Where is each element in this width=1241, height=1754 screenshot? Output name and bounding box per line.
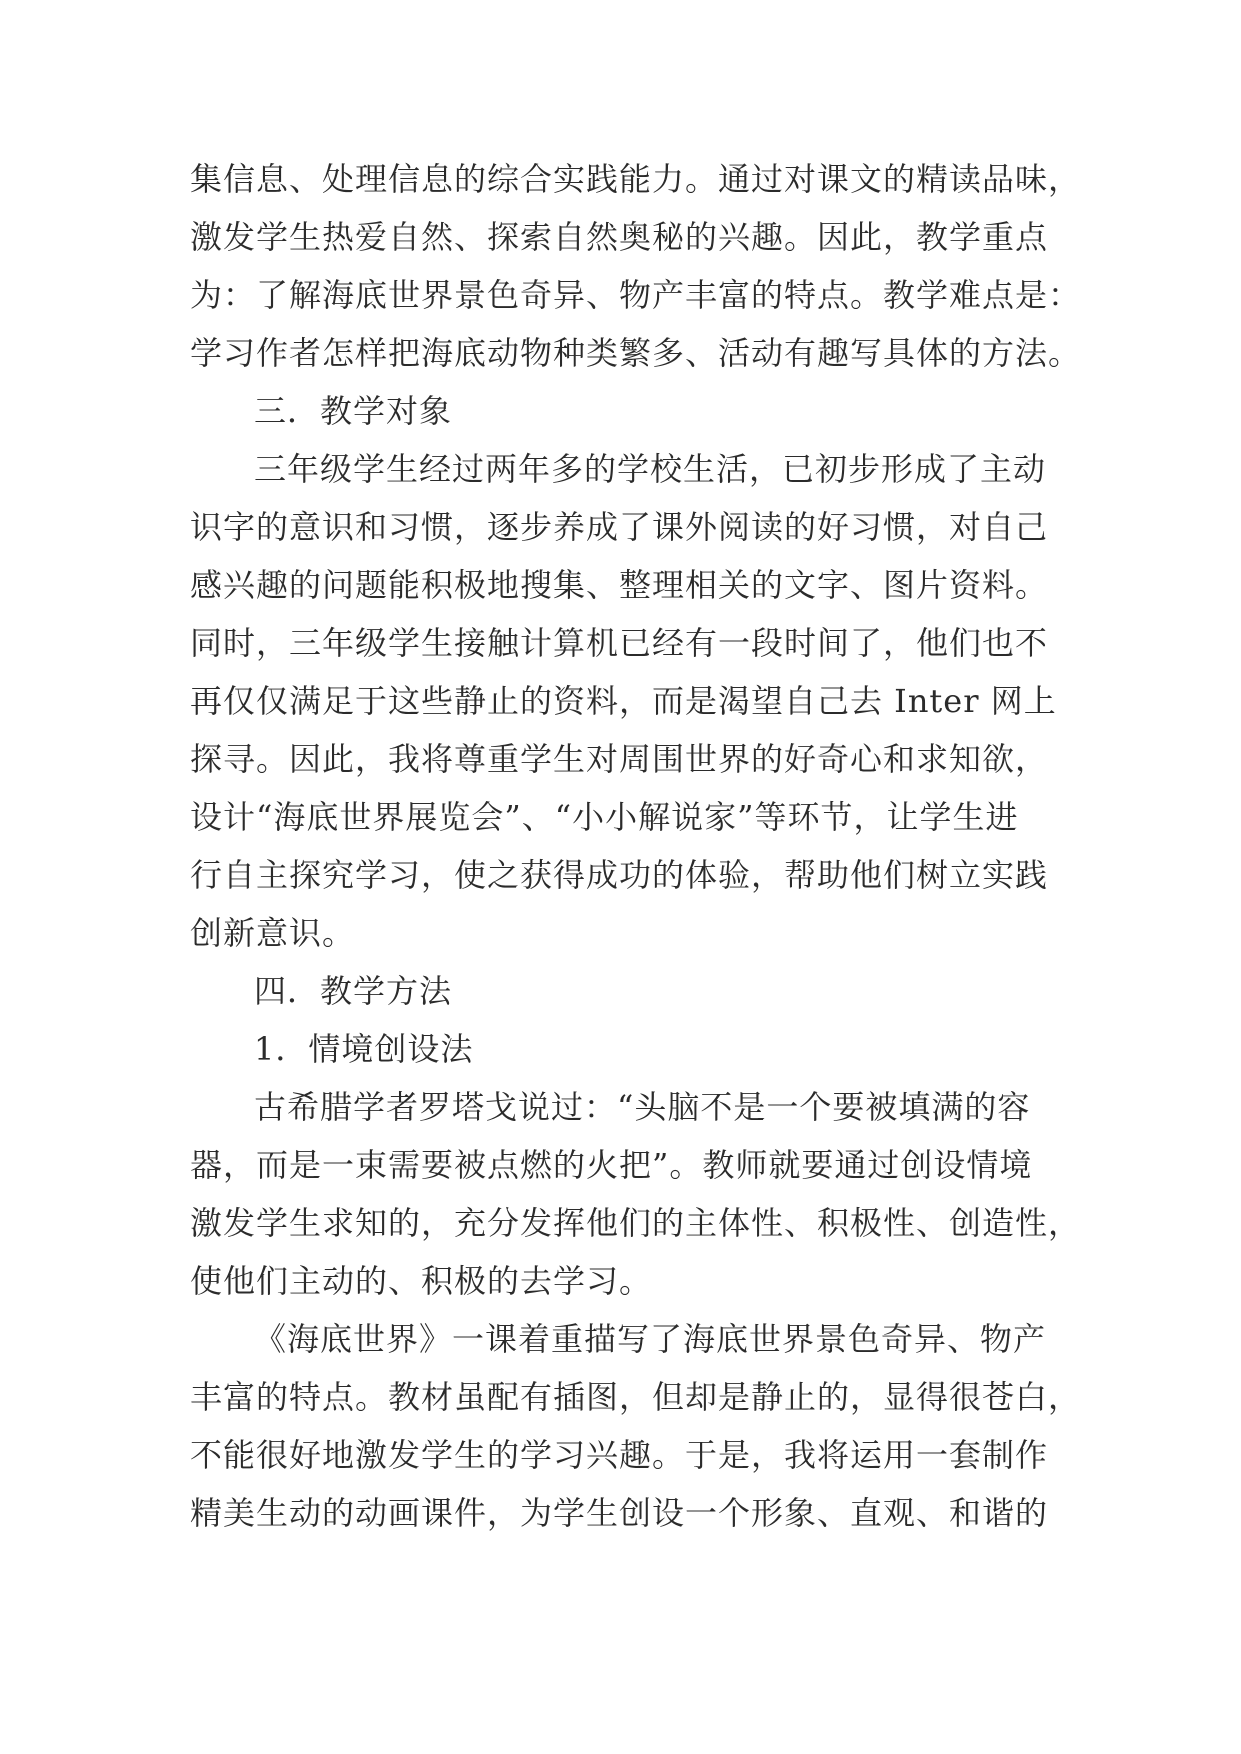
body-line: 感兴趣的问题能积极地搜集、整理相关的文字、图片资料。 [190,566,1049,604]
body-line: 设计“海底世界展览会”、“小小解说家”等环节，让学生进 [190,798,1019,836]
body-line: 为：了解海底世界景色奇异、物产丰富的特点。教学难点是： [190,276,1082,314]
body-line: 丰富的特点。教材虽配有插图，但却是静止的，显得很苍白， [190,1378,1082,1416]
section-heading: 四．教学方法 [254,972,453,1010]
body-line: 学习作者怎样把海底动物种类繁多、活动有趣写具体的方法。 [190,334,1082,372]
body-line: 行自主探究学习，使之获得成功的体验，帮助他们树立实践 [190,856,1049,894]
subsection-heading: 1．情境创设法 [254,1030,474,1068]
section-heading: 三．教学对象 [254,392,453,430]
paragraph-first-line: 《海底世界》一课着重描写了海底世界景色奇异、物产 [254,1320,1047,1358]
paragraph-first-line: 古希腊学者罗塔戈说过：“头脑不是一个要被填满的容 [254,1088,1031,1126]
body-line: 激发学生热爱自然、探索自然奥秘的兴趣。因此，教学重点 [190,218,1049,256]
body-line: 集信息、处理信息的综合实践能力。通过对课文的精读品味， [190,160,1082,198]
body-line: 器，而是一束需要被点燃的火把”。教师就要通过创设情境 [190,1146,1033,1184]
body-line: 创新意识。 [190,914,356,952]
body-line: 精美生动的动画课件，为学生创设一个形象、直观、和谐的 [190,1494,1049,1532]
document-body [190,150,1082,1542]
body-line: 使他们主动的、积极的去学习。 [190,1262,653,1300]
body-line: 激发学生求知的，充分发挥他们的主体性、积极性、创造性， [190,1204,1082,1242]
body-line: 再仅仅满足于这些静止的资料，而是渴望自己去 Inter 网上 [190,682,1057,720]
body-line: 同时，三年级学生接触计算机已经有一段时间了，他们也不 [190,624,1049,662]
paragraph-first-line: 三年级学生经过两年多的学校生活，已初步形成了主动 [254,450,1047,488]
body-line: 不能很好地激发学生的学习兴趣。于是，我将运用一套制作 [190,1436,1049,1474]
body-line: 探寻。因此，我将尊重学生对周围世界的好奇心和求知欲， [190,740,1049,778]
body-line: 识字的意识和习惯，逐步养成了课外阅读的好习惯，对自己 [190,508,1049,546]
